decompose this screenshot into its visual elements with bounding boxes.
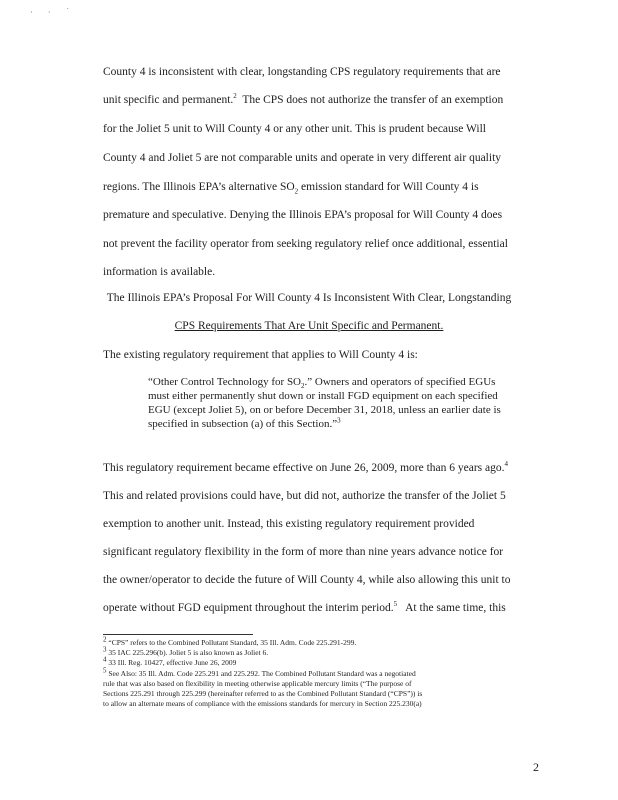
paragraph-1-line-6: premature and speculative. Denying the Illinois EPA’s proposal for Will County 4 does [103,209,503,221]
page-number: 2 [533,760,539,774]
footnote-5-line-2: rule that was also based on flexibility in meeting otherwise applicable mercury limits (“The purpose of [103,679,412,688]
text-span: emission standard for Will County 4 is [298,181,479,193]
text-span: This regulatory requirement became effective on June 26, 2009, more than 6 years ago. [103,462,505,474]
paragraph-1-line-8: information is available. [103,266,216,278]
footnote-ref-2: 2 [233,92,237,101]
paragraph-2-line-2: This and related provisions could have, but did not, authorize the transfer of the Joliet 5 [103,490,506,502]
footnote-4 [103,655,237,668]
paragraph-1-line-1: County 4 is inconsistent with clear, longstanding CPS regulatory requirements that are [103,66,501,78]
footnote-number: 5 [103,666,107,675]
section-heading-line-2 [0,320,618,332]
footnote-text: 35 IAC 225.296(b). Joliet 5 is also known as Joliet 6. [106,648,269,657]
subscript: 2 [301,382,305,391]
paragraph-1-line-4: County 4 and Joliet 5 are not comparable units and operate in very different air quality [103,152,502,164]
footnote-3 [103,645,269,658]
text-span: “Other Control Technology for SO [148,376,302,388]
footnote-number: 4 [103,655,107,664]
paragraph-2-line-4: significant regulatory flexibility in the form of more than nine years advance notice for [103,546,504,558]
paragraph-1-line-7: not prevent the facility operator from seeking regulatory relief once additional, essential [103,238,508,250]
paragraph-2-line-6 [103,602,506,614]
quote-line-3: EGU (except Joliet 5), on or before December 31, 2018, unless an earlier date is [148,404,501,416]
footnote-number: 2 [103,635,107,644]
subscript: 2 [294,187,299,196]
quote-line-1 [148,375,495,389]
paragraph-1-line-2 [103,94,503,106]
text-span: .” Owners and operators of specified EGUs [304,376,496,388]
text-span: The CPS does not authorize the transfer of an exemption [236,94,504,106]
paragraph-2-line-1 [103,462,508,474]
text-span: specified in subsection (a) of this Section.” [148,418,338,430]
section-heading-line-1: The Illinois EPA’s Proposal For Will County 4 Is Inconsistent With Clear, Longstanding [106,292,512,304]
footnote-5-line-3: Sections 225.291 through 225.299 (hereinafter referred to as the Combined Pollutant Standard (“CPS”)) is [103,689,423,698]
footnote-text: 33 Ill. Reg. 10427, effective June 26, 2009 [106,658,237,667]
footnote-ref-5: 5 [393,600,398,609]
intro-line: The existing regulatory requirement that applies to Will County 4 is: [103,349,418,361]
footnote-number: 3 [103,645,107,654]
paragraph-2-line-3: exemption to another unit. Instead, this existing regulatory requirement provided [103,518,475,530]
footnote-5-line-4: to allow an alternate means of compliance with the emissions standards for mercury in Section 225.230(a) [103,699,422,708]
text-span: At the same time, this [397,602,506,614]
text-span: operate without FGD equipment throughout the interim period. [103,602,394,614]
text-span: unit specific and permanent. [103,94,234,106]
footnote-ref-4: 4 [504,460,509,469]
quote-line-2: must either permanently shut down or install FGD equipment on each specified [148,390,498,402]
footnote-text: See Also: 35 Ill. Adm. Code 225.291 and 225.292. The Combined Pollutant Standard was a negotiated [106,669,416,678]
footnote-separator [103,634,253,635]
footnote-ref-3: 3 [337,416,341,425]
paragraph-1-line-5 [103,181,479,196]
text-span: regions. The Illinois EPA’s alternative SO [103,181,295,193]
paragraph-2-line-5: the owner/operator to decide the future of Will County 4, while also allowing this unit to [103,574,511,586]
footnote-2 [103,635,357,648]
paragraph-1-line-3: for the Joliet 5 unit to Will County 4 or any other unit. This is prudent because Will [103,123,486,135]
footnote-text: “CPS” refers to the Combined Pollutant Standard, 35 Ill. Adm. Code 225.291-299. [106,638,357,647]
scan-artifact-marks: · · ˙ [30,8,76,18]
quote-line-4 [148,417,341,431]
footnote-5-line-1 [103,666,416,679]
section-heading-underlined: CPS Requirements That Are Unit Specific and Permanent. [174,320,444,332]
